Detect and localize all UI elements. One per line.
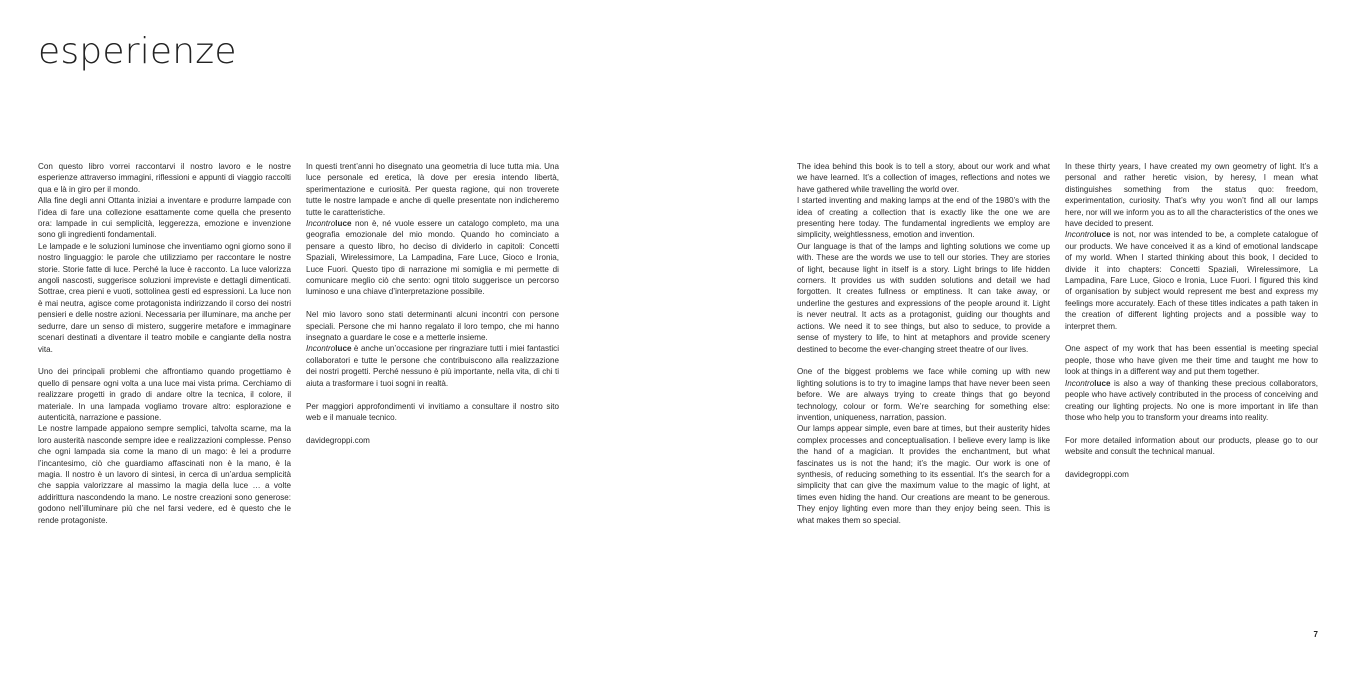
- paragraph: Le lampade e le soluzioni luminose che inventiamo ogni giorno sono il nostro linguaggio: le parole che utilizziamo per raccontare le nostre storie. Storie fatte di luce. Perché la luce è racconto. La luce valorizza angoli nascosti, suggerisce soluzioni impreviste e dettagli dimenticati. Sottrae, crea pieni e vuoti, sottolinea gesti ed espressioni. La luce non è mai neutra, agisce come protagonista indirizzando il corso dei nostri pensieri e delle nostre azioni. Necessaria per illuminare, ma anche per sedurre, dare un senso di mistero, suggerire metafore e immaginare scenari destinati a diventare il teatro mobile e cangiante della nostra vita.: [38, 241, 291, 354]
- brand-name-bold: luce: [335, 344, 352, 354]
- paragraph: The idea behind this book is to tell a story, about our work and what we have learned. It’s a collection of images, reflections and notes we have gathered while travelling the world over.: [797, 162, 1050, 194]
- paragraph: [306, 343, 559, 389]
- text-column-italian-2: [306, 161, 559, 446]
- paragraph-text: is also a way of thanking these precious collaborators, people who have actively contributed in the process of conceiving and creating our lighting projects. No one is more important in life than those who help you to transform your dreams into reality.: [1065, 378, 1318, 422]
- paragraph: One of the biggest problems we face while coming up with new lighting solutions is to try to imagine lamps that have never been seen before. We are always trying to create things that go beyond technology, colour or form. We’re searching for something else: invention, uniqueness, narration, passion.: [797, 367, 1050, 422]
- paragraph: Con questo libro vorrei raccontarvi il nostro lavoro e le nostre esperienze attraverso immagini, riflessioni e appunti di viaggio raccolti qua e là in giro per il mondo.: [38, 162, 291, 194]
- paragraph: One aspect of my work that has been essential is meeting special people, those who have given me their time and taught me how to look at things in a different way and put them together.: [1065, 344, 1318, 377]
- website-link[interactable]: davidegroppi.com: [306, 435, 370, 445]
- brand-name-italic: Incontro: [306, 344, 336, 354]
- paragraph: In these thirty years, I have created my own geometry of light. It’s a personal and rather heretic vision, by heresy, I mean what distinguishes something from the status quo: freedom, experimentation, curiosity. That’s why you won’t find all our lamps here, nor will we inform you as to all the characteristics of the ones we have decided to present.: [1065, 162, 1318, 229]
- brand-name-bold: luce: [335, 219, 352, 229]
- paragraph: Uno dei principali problemi che affrontiamo quando progettiamo è quello di pensare ogni volta a una luce mai vista prima. Cerchiamo di realizzare progetti in grado di andare oltre la tecnica, il colore, il materiale. In una lampada vogliamo trovare altro: esplorazione e autenticità, narrazione e passione.: [38, 367, 291, 422]
- brand-name-bold: luce: [1094, 378, 1111, 388]
- brand-name-bold: luce: [1094, 230, 1111, 240]
- paragraph: Our language is that of the lamps and lighting solutions we come up with. These are the words we use to tell our stories. They are stories of light, because light in itself is a story. Light brings to life hidden corners. It provides us with sudden solutions and detail we had forgotten. It creates fullness or emptiness. It can take away, or underline the gestures and expressions of the people around it. Light is never neutral. It acts as a protagonist, guiding our thoughts and actions. We need it to see things, but also to seduce, to provide a sense of mystery to life, to hint at metaphors and provide scenery destined to become the ever-changing street theatre of our lives.: [797, 241, 1050, 354]
- paragraph: Our lamps appear simple, even bare at times, but their austerity hides complex processes and conceptualisation. I believe every lamp is like the hand of a magician. It provides the enchantment, but what fascinates us is not the hand; it’s the magic. Our work is one of synthesis, of reducing something to its essential. It’s the search for a simplicity that can give the maximum value to the magic of light, at times even hiding the hand. Our creations are meant to be generous. They enjoy lighting even more than they enjoy being seen. This is what makes them so special.: [797, 424, 1050, 525]
- paragraph: Alla fine degli anni Ottanta iniziai a inventare e produrre lampade con l’idea di fare una collezione esattamente come quella che presento ora: lampade in cui semplicità, leggerezza, emozione e invenzione sono gli ingredienti fondamentali.: [38, 196, 291, 240]
- brand-name-italic: Incontro: [1065, 378, 1095, 388]
- paragraph: Per maggiori approfondimenti vi invitiamo a consultare il nostro sito web e il manuale tecnico.: [306, 401, 559, 422]
- website-link[interactable]: davidegroppi.com: [1065, 469, 1129, 479]
- paragraph: In questi trent’anni ho disegnato una geometria di luce tutta mia. Una luce personale ed eretica, là dove per eresia intendo libertà, sperimentazione e curiosità. Per questa ragione, qui non troverete tutte le nostre lampade e anche di quelle presentate non indicheremo tutte le caratteristiche.: [306, 162, 559, 217]
- paragraph: [1065, 378, 1318, 424]
- page-number: 7: [1313, 630, 1318, 639]
- text-column-english-1: [797, 161, 1050, 526]
- text-column-italian-1: [38, 161, 291, 526]
- paragraph-text: is not, nor was intended to be, a complete catalogue of our products. We have conceived it as a kind of emotional landscape of my world. When I started thinking about this book, I decided to divide it into chapters: Concetti Spaziali, Wirelessimore, La Lampadina, Fare Luce, Gioco e Ironia, Luce Fuori. I figured this kind of organisation by subject would represent me best and express my feelings more accurately. Each of these titles indicates a path taken in the creation of different lighting projects and a possible way to interpret them.: [1065, 230, 1318, 331]
- brand-name-italic: Incontro: [1065, 230, 1095, 240]
- paragraph: [306, 218, 559, 298]
- paragraph: Nel mio lavoro sono stati determinanti alcuni incontri con persone speciali. Persone che mi hanno regalato il loro tempo, che mi hanno insegnato a guardare le cose e a metterle insieme.: [306, 310, 559, 343]
- page-title: esperienze: [38, 31, 237, 72]
- paragraph: [1065, 229, 1318, 332]
- paragraph-text: è anche un’occasione per ringraziare tutti i miei fantastici collaboratori e tutte le persone che contribuiscono alla realizzazione dei nostri progetti. Perché nessuno è più importante, nella vita, di chi ti aiuta a trasformare i tuoi sogni in realtà.: [306, 344, 559, 388]
- brand-name-italic: Incontro: [306, 219, 336, 229]
- paragraph: I started inventing and making lamps at the end of the 1980’s with the idea of creating a collection that is exactly like the one we are presenting here today. The fundamental ingredients we employ are simplicity, weightlessness, emotion and invention.: [797, 196, 1050, 240]
- paragraph: For more detailed information about our products, please go to our website and consult the technical manual.: [1065, 435, 1318, 457]
- paragraph-text: non è, né vuole essere un catalogo completo, ma una geografia emozionale del mio mondo. Quando ho cominciato a pensare a questo libro, ho deciso di dividerlo in capitoli: Concetti Spaziali, Wirelessimore, La Lampadina, Fare Luce, Gioco e Ironia, Luce Fuori. Questo tipo di narrazione mi somiglia e mi permette di comunicare meglio ciò che sento: ogni titolo suggerisce un percorso luminoso e una chiave d’interpretazione possibile.: [306, 219, 559, 297]
- text-column-english-2: [1065, 161, 1318, 480]
- paragraph: Le nostre lampade appaiono sempre semplici, talvolta scarne, ma la loro austerità nasconde sempre idee e realizzazioni complesse. Penso che ogni lampada sia come la mano di un mago: è lei a produrre l’incantesimo, ciò che guardiamo affascinati non è la mano, è la magia. Il nostro è un lavoro di sintesi, in cerca di un’ardua semplicità che sappia valorizzare al massimo la magia della luce … a volte addirittura nascondendo la mano. Le nostre creazioni sono generose: godono nell’illuminare più che nel farsi vedere, ed è questo che le rende protagoniste.: [38, 424, 291, 525]
